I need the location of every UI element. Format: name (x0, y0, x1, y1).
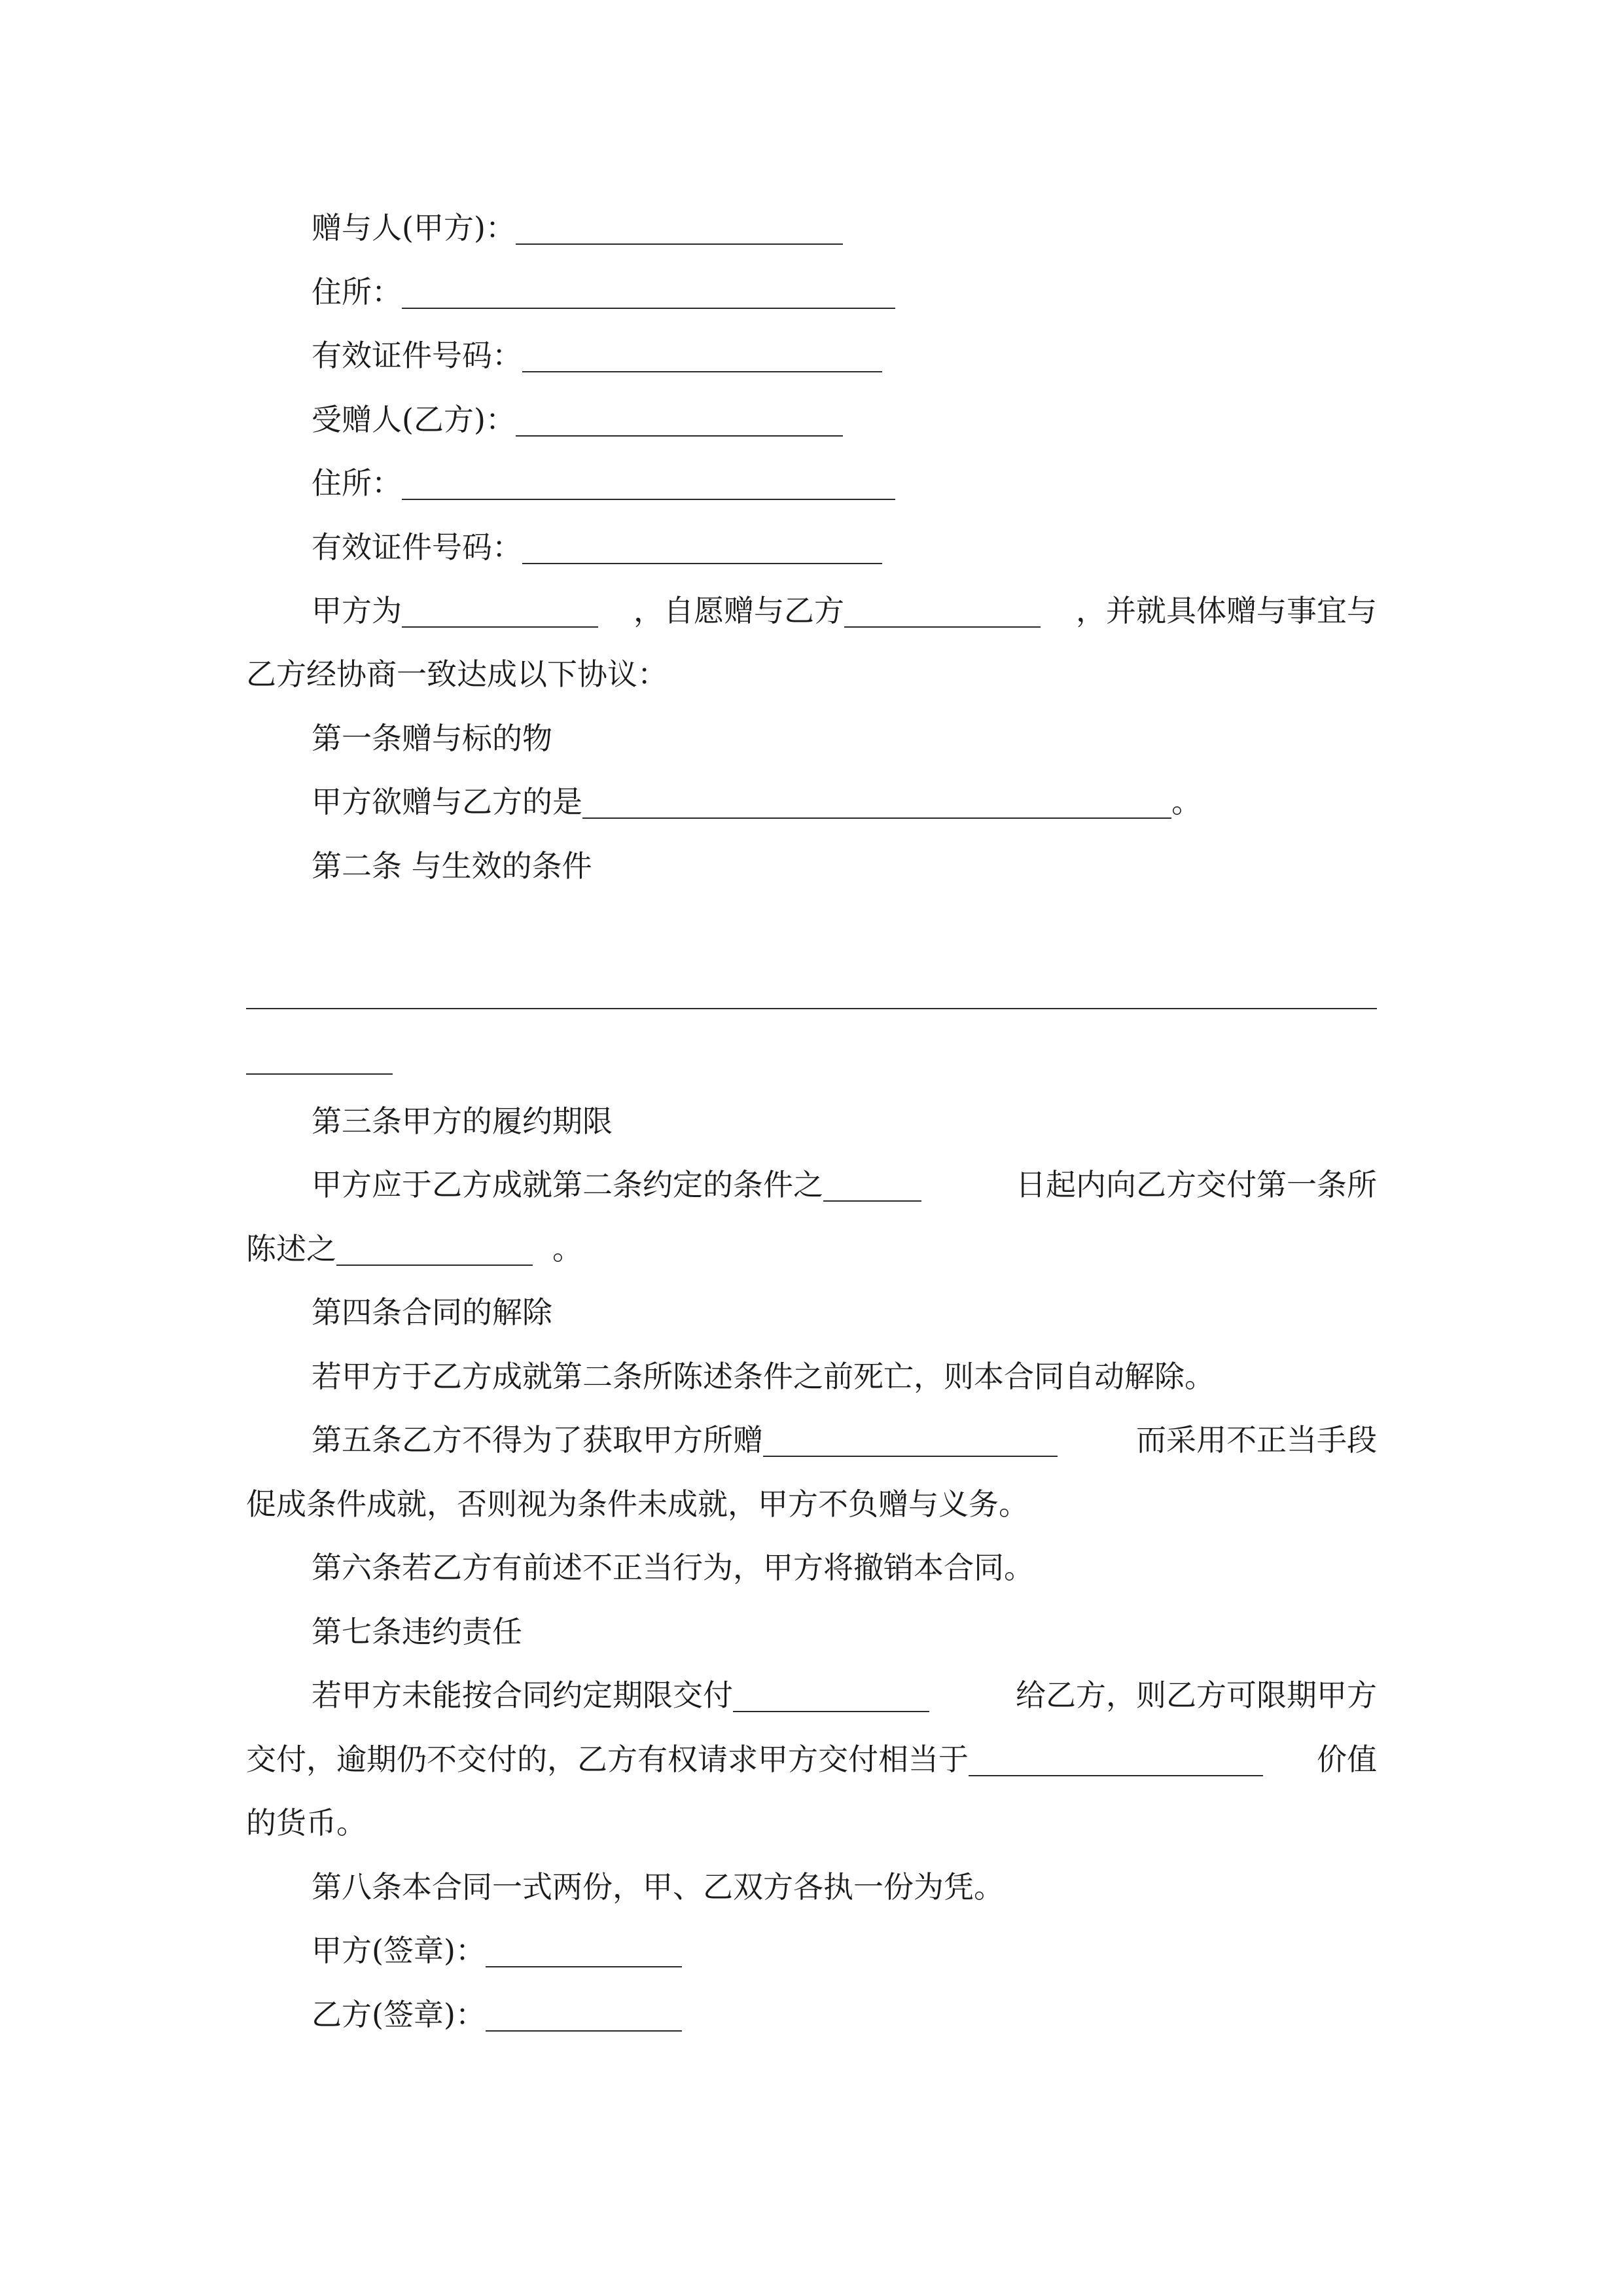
donee-id-line (312, 528, 882, 567)
art8-text: 第八条本合同一式两份，甲、乙双方各执一份为凭。 (312, 1869, 1004, 1905)
art5-l1a: 第五条乙方不得为了获取甲方所赠 (312, 1422, 763, 1458)
donor-label: 赠与人(甲方)： (312, 210, 516, 245)
art7-l1a: 若甲方未能按合同约定期限交付 (312, 1677, 733, 1713)
party-a-blank (486, 1940, 682, 1967)
art5-line-2: 促成条件成就，否则视为条件未成就，甲方不负赠与义务。 (246, 1486, 1029, 1522)
art6-text: 第六条若乙方有前述不正当行为，甲方将撤销本合同。 (312, 1550, 1034, 1585)
donee-id-label: 有效证件号码： (312, 529, 522, 565)
art3-blank-1 (823, 1174, 921, 1202)
art7-line-2 (246, 1740, 1377, 1779)
donor-line (312, 208, 843, 247)
intro-part3: ，并就具体赠与事宜与 (1076, 593, 1377, 628)
art1-text: 甲方欲赠与乙方的是 (312, 784, 582, 819)
art3-l1a: 甲方应于乙方成就第二条约定的条件之 (312, 1167, 823, 1202)
art2-rule-2 (246, 1073, 393, 1075)
art7-blank-1 (733, 1685, 929, 1712)
donee-label: 受赠人(乙方)： (312, 402, 516, 437)
art1-title: 第一条赠与标的物 (312, 721, 552, 756)
party-b-label: 乙方(签章)： (312, 1997, 486, 2032)
party-b-blank (486, 2004, 682, 2032)
donee-address-blank (402, 473, 895, 500)
art3-line-1 (312, 1165, 1377, 1204)
donee-address-line (312, 463, 895, 503)
art5-line-1 (312, 1420, 1377, 1460)
intro-part1: 甲方为 (312, 593, 402, 628)
donor-address-line (312, 272, 895, 312)
intro-blank-1 (402, 600, 598, 628)
art7-line-3: 的货币。 (246, 1805, 366, 1840)
donee-line (312, 400, 843, 439)
art2-rule-1 (246, 1008, 1377, 1009)
intro-blank-2 (844, 600, 1041, 628)
art7-title: 第七条违约责任 (312, 1614, 522, 1649)
donor-id-label: 有效证件号码： (312, 338, 522, 373)
donee-address-label: 住所： (312, 465, 402, 501)
art2-title: 第二条 与生效的条件 (312, 848, 592, 884)
party-a-label: 甲方(签章)： (312, 1933, 486, 1968)
intro-line-2: 乙方经协商一致达成以下协议： (246, 656, 668, 692)
art7-l2b: 价值 (1317, 1742, 1377, 1777)
art1-end: 。 (1171, 784, 1202, 819)
art1-blank (582, 791, 1171, 819)
art7-l1b: 给乙方，则乙方可限期甲方 (1016, 1677, 1377, 1713)
donee-blank (516, 409, 843, 437)
intro-line-1 (312, 591, 1377, 630)
donor-address-blank (402, 281, 895, 309)
art3-l1b: 日起内向乙方交付第一条所 (1016, 1167, 1377, 1202)
art3-l2a: 陈述之 (246, 1231, 336, 1266)
party-b-signature-line (312, 1995, 682, 2034)
art1-text-line (312, 782, 1202, 821)
art4-text: 若甲方于乙方成就第二条所陈述条件之前死亡，则本合同自动解除。 (312, 1359, 1215, 1394)
donor-id-line (312, 336, 882, 375)
art3-title: 第三条甲方的履约期限 (312, 1103, 613, 1139)
art4-title: 第四条合同的解除 (312, 1295, 552, 1330)
art3-l2b: 。 (552, 1231, 582, 1266)
donee-id-blank (522, 537, 882, 564)
art7-blank-2 (969, 1749, 1263, 1776)
art5-l1b: 而采用不正当手段 (1136, 1422, 1377, 1458)
party-a-signature-line (312, 1931, 682, 1970)
donor-address-label: 住所： (312, 274, 402, 310)
art3-blank-2 (336, 1238, 533, 1266)
art5-blank (763, 1429, 1058, 1457)
intro-part2: ，自愿赠与乙方 (633, 593, 844, 628)
art7-line-1 (312, 1676, 1377, 1715)
art7-l2a: 交付，逾期仍不交付的，乙方有权请求甲方交付相当于 (246, 1742, 969, 1777)
art3-line-2 (246, 1229, 582, 1268)
donor-id-blank (522, 345, 882, 372)
donor-blank (516, 217, 843, 245)
